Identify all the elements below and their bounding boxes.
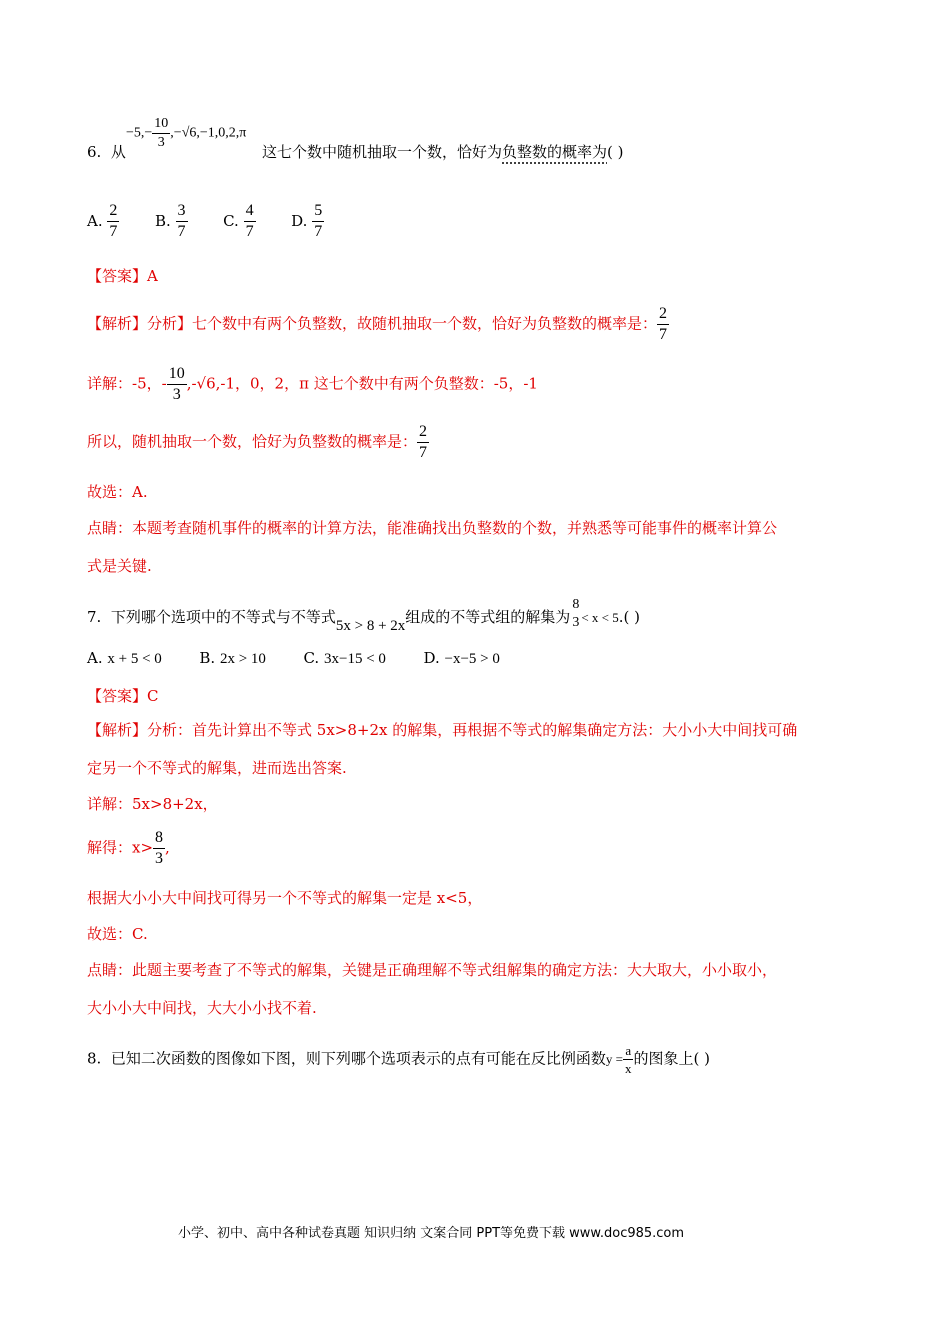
q7-comment-line2: 大小小大中间找，大大小小找不着. [87,999,317,1017]
q7-comment-line1: 点睛：此题主要考查了不等式的解集，关键是正确理解不等式组解集的确定方法：大大取大，小小取小， [87,961,778,979]
option-a[interactable]: A. $\frac{2}{7}$ [87,202,118,240]
q7-rule: 根据大小小大中间找可得另一个不等式的解集一定是 x<5， [87,889,483,907]
q6-so: 所以，随机抽取一个数，恰好为负整数的概率是： $\frac{2}{7}$ [87,423,428,461]
q7-inequality: 5x > 8 + 2x [335,618,406,634]
q8-stem: 8. 已知二次函数的图像如下图，则下列哪个选项表示的点有可能在反比例函数y = $\frac{a}{x}$ 的图象上( ) [87,1043,710,1076]
q6-number-set: −5,− $\frac{10}{3}$ ,−√6,−1,0,2,π [126,116,247,150]
q7-analysis-line1: 【解析】分析：首先计算出不等式 5x>8+2x 的解集，再根据不等式的解集确定方法：大小小大中间找可确 [87,721,798,739]
option-c[interactable]: C. 3x−15 < 0 [303,649,386,667]
q7-analysis-line2: 定另一个不等式的解集，进而选出答案. [87,759,347,777]
option-b[interactable]: B. $\frac{3}{7}$ [154,202,186,240]
q6-stem [87,142,126,162]
q6-comment-line1: 点睛：本题考查随机事件的概率的计算方法，能准确找出负整数的个数，并熟悉等可能事件的概率计算公 [87,519,778,537]
option-d[interactable]: D. −x−5 > 0 [423,649,500,667]
q6-options [87,203,324,240]
q6-answer: 【答案】A [87,267,158,285]
q6-detail: 详解：-5，- $\frac{10}{3}$ ,-√6,-1，0，2，π 这七个数中有两个负整数：-5，-1 [87,365,538,403]
q7-options [87,648,500,669]
q6-emphasis: 负整数的概率为 [502,143,608,161]
option-d[interactable]: D. $\frac{5}{7}$ [291,202,323,240]
q7-solve: 解得：x> $\frac{8}{3}$ , [87,829,170,867]
q7-stem: 7. 下列哪个选项中的不等式与不等式5x > 8 + 2x组成的不等式组的解集为 8 3 < x < 5.( ) [87,597,640,634]
q7-detail: 详解：5x>8+2x， [87,795,218,813]
q6-number: 6. [87,143,102,161]
option-c[interactable]: C. $\frac{4}{7}$ [223,202,254,240]
q7-answer: 【答案】C [87,687,159,705]
q6-choose: 故选：A. [87,483,148,501]
fraction: $\frac{10}{3}$ [154,116,169,150]
q6-comment-line2: 式是关键. [87,557,152,575]
option-a[interactable]: A. x + 5 < 0 [87,649,162,667]
q7-choose: 故选：C. [87,925,148,943]
option-b[interactable]: B. 2x > 10 [199,649,266,667]
q6-analysis: 【解析】分析】七个数中有两个负整数，故随机抽取一个数，恰好为负整数的概率是： $\frac{2}{7}$ [87,305,668,343]
q6-prefix: 从 [110,143,126,161]
q6-stem-text: 这七个数中随机抽取一个数，恰好为负整数的概率为( ) [262,143,624,161]
page-footer: 小学、初中、高中各种试卷真题 知识归纳 文案合同 PPT等免费下载 www.doc985.com [178,1226,685,1241]
